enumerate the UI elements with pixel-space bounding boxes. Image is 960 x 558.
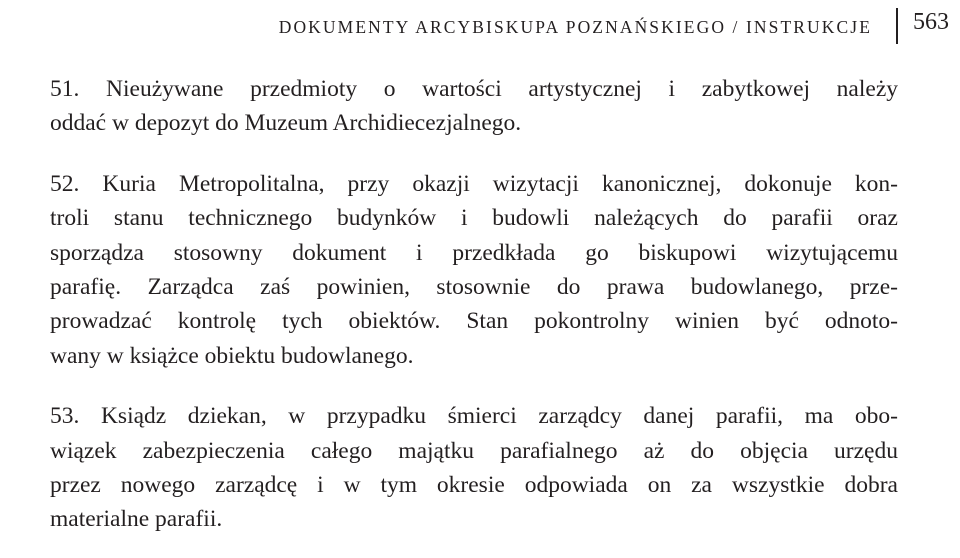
text-line: przez nowego zarządcę i w tym okresie odpowiada on za wszystkie dobra <box>50 471 898 498</box>
text-line: materialne parafii. <box>50 506 223 533</box>
text-line: oddać w depozyt do Muzeum Archidiecezjalnego. <box>50 110 522 137</box>
page-header <box>0 8 960 46</box>
text-line: troli stanu technicznego budynków i budowli należących do parafii oraz <box>50 205 898 232</box>
header-divider <box>896 8 898 44</box>
paragraph-51 <box>50 72 898 141</box>
paragraph-53 <box>50 399 898 537</box>
text-line: parafię. Zarządca zaś powinien, stosownie do prawa budowlanego, prze- <box>50 273 898 300</box>
running-head: DOKUMENTY ARCYBISKUPA POZNAŃSKIEGO / INSTRUKCJE <box>278 17 872 37</box>
text-line: sporządza stosowny dokument i przedkłada go biskupowi wizytującemu <box>50 239 898 266</box>
text-line: prowadzać kontrolę tych obiektów. Stan pokontrolny winien być odnoto- <box>50 308 898 335</box>
text-line: wiązek zabezpieczenia całego majątku parafialnego aż do objęcia urzędu <box>50 437 898 464</box>
text-line: 52. Kuria Metropolitalna, przy okazji wizytacji kanonicznej, dokonuje kon- <box>50 170 898 197</box>
text-line: 51. Nieużywane przedmioty o wartości artystycznej i zabytkowej należy <box>50 76 898 102</box>
paragraph-52 <box>50 167 898 373</box>
text-line: 53. Ksiądz dziekan, w przypadku śmierci zarządcy danej parafii, ma obo- <box>50 403 898 430</box>
text-line: wany w książce obiektu budowlanego. <box>50 342 414 369</box>
page-number: 563 <box>913 9 949 35</box>
document-body <box>50 72 898 537</box>
